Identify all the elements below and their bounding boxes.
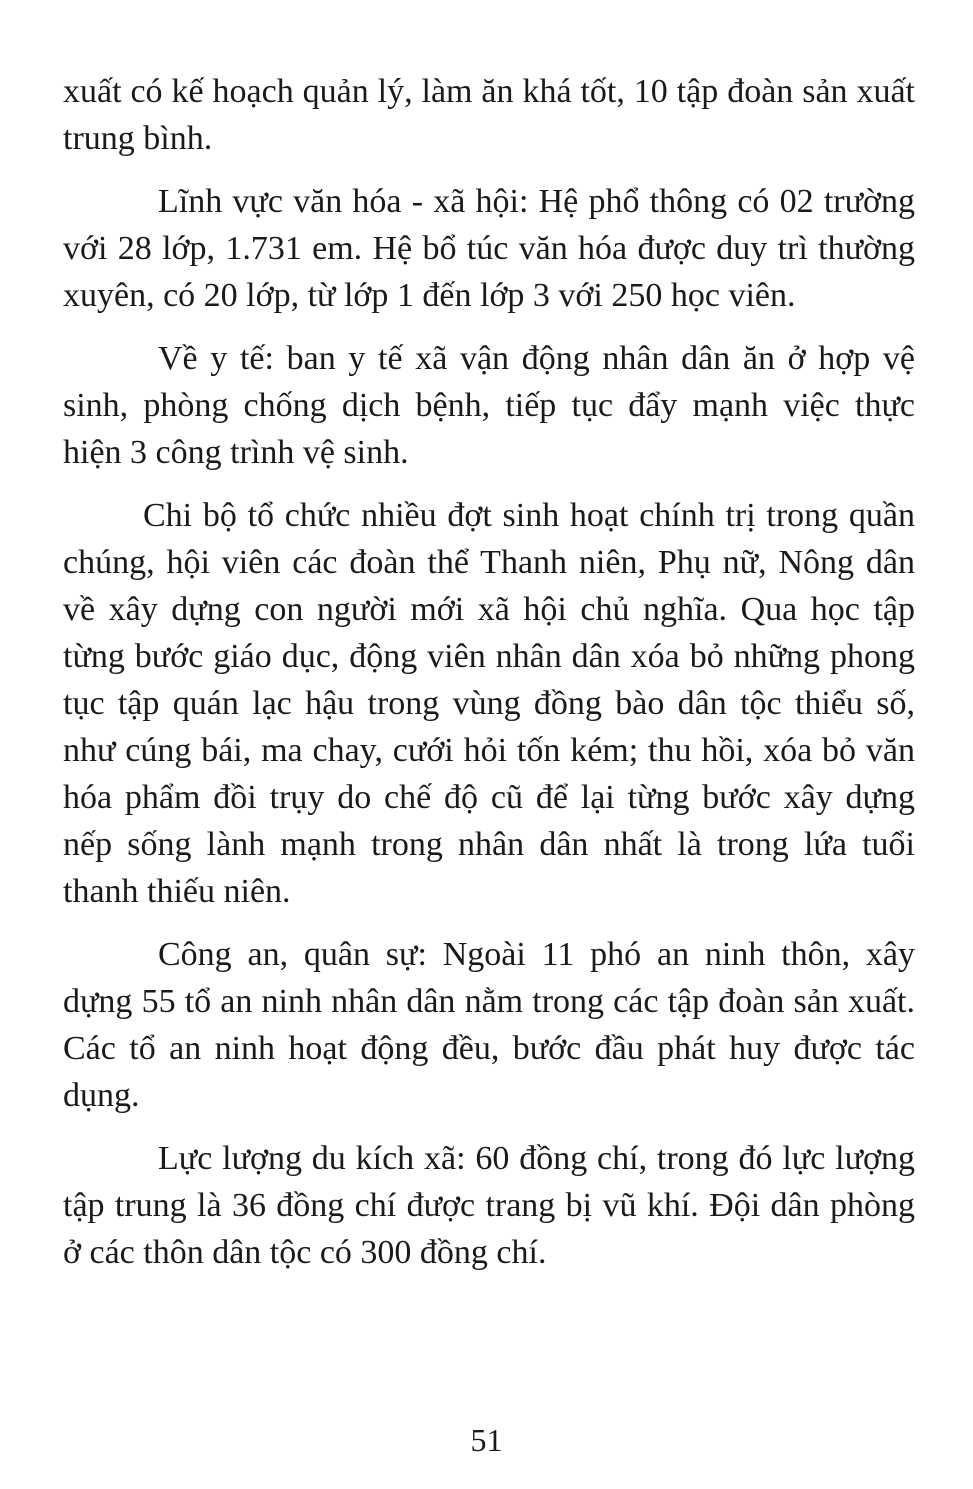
body-text bbox=[63, 68, 915, 1292]
page-number: 51 bbox=[470, 1422, 503, 1458]
paragraph-militia: Lực lượng du kích xã: 60 đồng chí, trong đó lực lượng tập trung là 36 đồng chí được trang bị vũ khí. Đội dân phòng ở các thôn dân tộc có 300 đồng chí. bbox=[63, 1140, 915, 1271]
paragraph-security-military: Công an, quân sự: Ngoài 11 phó an ninh thôn, xây dựng 55 tổ an ninh nhân dân nằm trong các tập đoàn sản xuất. Các tổ an ninh hoạt động đều, bước đầu phát huy được tác dụng. bbox=[63, 936, 915, 1114]
paragraph-culture-society: Lĩnh vực văn hóa - xã hội: Hệ phổ thông có 02 trường với 28 lớp, 1.731 em. Hệ bổ túc văn hóa được duy trì thường xuyên, có 20 lớp, từ lớp 1 đến lớp 3 với 250 học viên. bbox=[63, 183, 915, 314]
paragraph-party-cell: Chi bộ tổ chức nhiều đợt sinh hoạt chính trị trong quần chúng, hội viên các đoàn thể Thanh niên, Phụ nữ, Nông dân về xây dựng con người mới xã hội chủ nghĩa. Qua học tập từng bước giáo dục, động viên nhân dân xóa bỏ những phong tục tập quán lạc hậu trong vùng đồng bào dân tộc thiểu số, như cúng bái, ma chay, cưới hỏi tốn kém; thu hồi, xóa bỏ văn hóa phẩm đồi trụy do chế độ cũ để lại từng bước xây dựng nếp sống lành mạnh trong nhân dân nhất là trong lứa tuổi thanh thiếu niên. bbox=[63, 497, 915, 910]
paragraph-continuation: xuất có kế hoạch quản lý, làm ăn khá tốt, 10 tập đoàn sản xuất trung bình. bbox=[63, 73, 915, 157]
paragraph-health: Về y tế: ban y tế xã vận động nhân dân ăn ở hợp vệ sinh, phòng chống dịch bệnh, tiếp tục đẩy mạnh việc thực hiện 3 công trình vệ sinh. bbox=[63, 340, 915, 471]
